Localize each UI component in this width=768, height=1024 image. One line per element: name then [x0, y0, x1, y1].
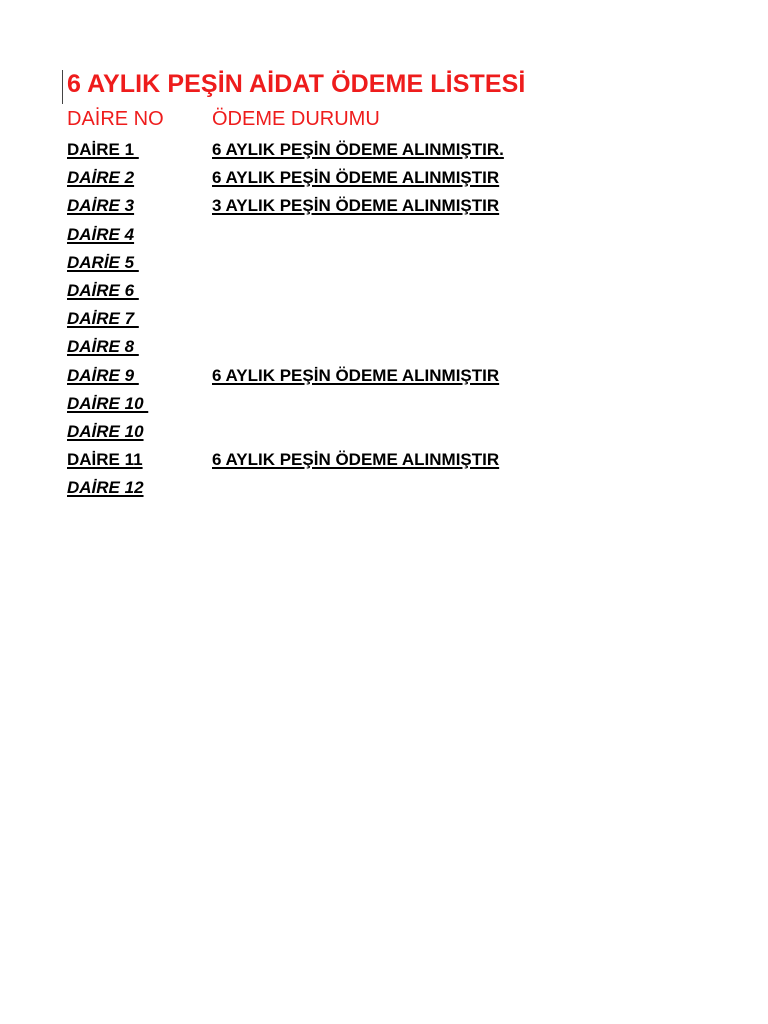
unit-cell: DAİRE 10	[67, 421, 144, 441]
status-cell: 6 AYLIK PEŞİN ÖDEME ALINMIŞTIR	[212, 168, 500, 188]
payment-table	[67, 138, 627, 504]
text-cursor	[62, 70, 63, 104]
unit-cell: DAİRE 11	[67, 450, 143, 470]
table-row	[67, 476, 627, 504]
table-row	[67, 364, 627, 392]
table-row	[67, 307, 627, 335]
table-row	[67, 448, 627, 476]
unit-cell: DAİRE 12	[67, 478, 144, 498]
table-row	[67, 138, 627, 166]
table-row	[67, 279, 627, 307]
table-row	[67, 420, 627, 448]
table-row	[67, 194, 627, 222]
unit-cell: DAİRE 10	[67, 393, 149, 413]
unit-cell: DAİRE 7	[67, 309, 139, 329]
table-row	[67, 251, 627, 279]
table-header	[67, 108, 627, 134]
unit-cell: DAİRE 3	[67, 196, 135, 216]
header-payment-status: ÖDEME DURUMU	[212, 108, 380, 130]
unit-cell: DAİRE 2	[67, 168, 135, 188]
status-cell: 6 AYLIK PEŞİN ÖDEME ALINMIŞTIR	[212, 450, 500, 470]
unit-cell: DAİRE 9	[67, 365, 139, 385]
status-cell: 6 AYLIK PEŞİN ÖDEME ALINMIŞTIR.	[212, 140, 504, 159]
header-unit-number: DAİRE NO	[67, 108, 164, 130]
unit-cell: DAİRE 6	[67, 280, 139, 300]
unit-cell: DAİRE 4	[67, 224, 135, 244]
unit-cell: DARİE 5	[67, 252, 139, 272]
status-cell: 6 AYLIK PEŞİN ÖDEME ALINMIŞTIR	[212, 365, 500, 385]
unit-cell: DAİRE 8	[67, 337, 139, 357]
status-cell: 3 AYLIK PEŞİN ÖDEME ALINMIŞTIR	[212, 196, 500, 216]
page-title: 6 AYLIK PEŞİN AİDAT ÖDEME LİSTESİ	[67, 70, 526, 98]
table-row	[67, 335, 627, 363]
unit-cell: DAİRE 1	[67, 140, 139, 159]
table-row	[67, 392, 627, 420]
table-row	[67, 223, 627, 251]
table-row	[67, 166, 627, 194]
